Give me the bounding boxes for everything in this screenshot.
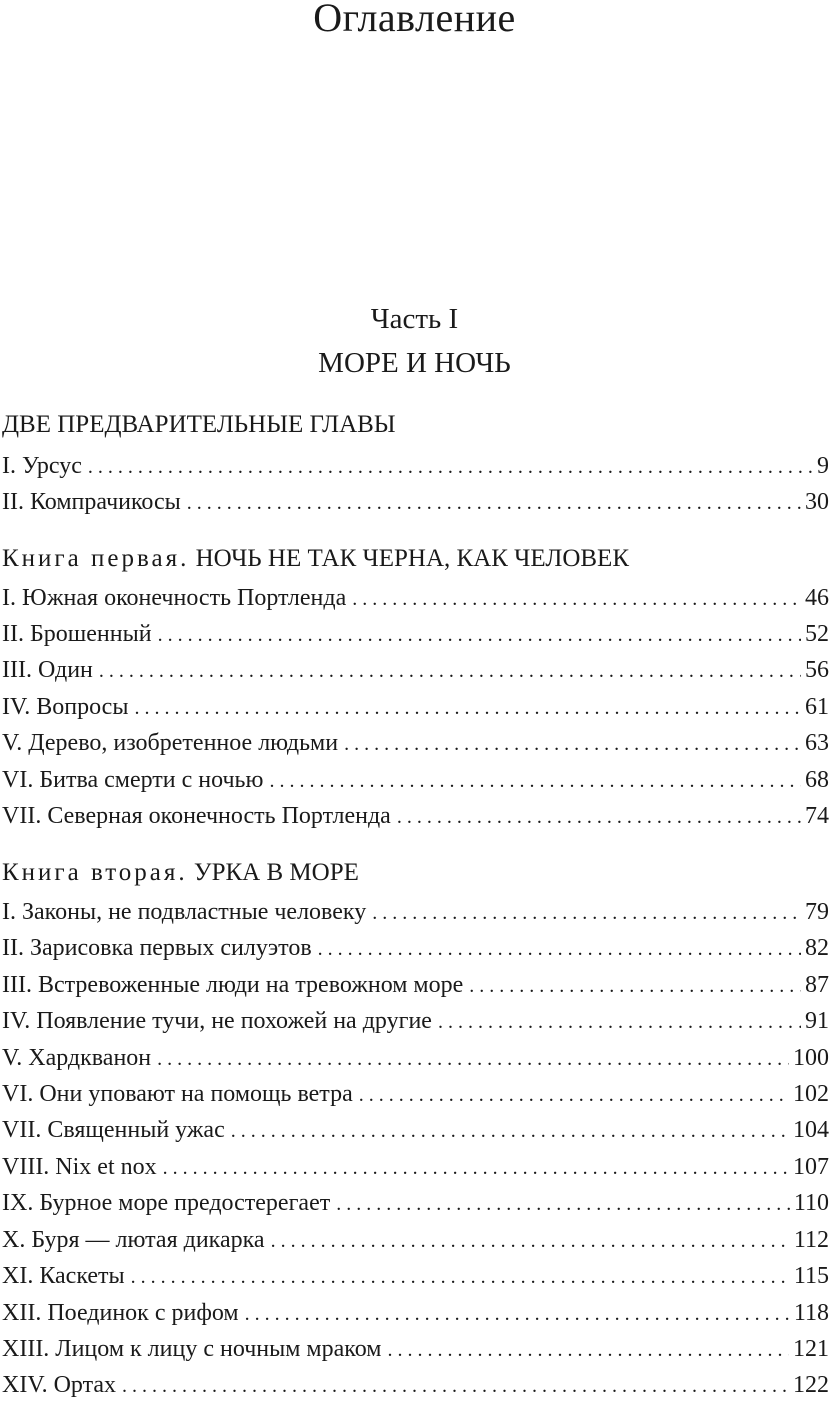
dot-leader (231, 1115, 789, 1147)
dot-leader (187, 487, 801, 519)
toc-entry[interactable] (2, 1114, 829, 1146)
section-heading (2, 544, 829, 574)
part-label: Часть I (370, 303, 459, 335)
toc-entry-page: 52 (805, 621, 829, 647)
section-heading (2, 410, 829, 440)
dot-leader (318, 933, 801, 965)
toc-entry[interactable] (2, 1042, 829, 1074)
toc-entry-title: VIII. Nix et nox (2, 1154, 157, 1180)
toc-entry-title: IX. Бурное море предостерегает (2, 1190, 331, 1216)
toc-entry-page: 102 (793, 1081, 829, 1107)
toc-entry-title: III. Один (2, 657, 93, 683)
toc-entry[interactable] (2, 1151, 829, 1183)
dot-leader (158, 619, 801, 651)
toc-entry-page: 100 (793, 1045, 829, 1071)
toc-entry-title: III. Встревоженные люди на тревожном море (2, 972, 464, 998)
toc-entry-page: 110 (793, 1190, 829, 1216)
toc-entry-title: VII. Священный ужас (2, 1117, 225, 1143)
toc-entry[interactable] (2, 1078, 829, 1110)
toc-entry[interactable] (2, 486, 829, 518)
dot-leader (134, 692, 801, 724)
toc-entry-page: 104 (793, 1117, 829, 1143)
toc-entry-page: 122 (793, 1372, 829, 1398)
toc-entry-page: 107 (793, 1154, 829, 1180)
toc-entry[interactable] (2, 896, 829, 928)
section-heading (2, 858, 829, 888)
dot-leader (99, 655, 801, 687)
toc-entry-page: 63 (805, 730, 829, 756)
toc-entry[interactable] (2, 800, 829, 832)
toc-entry[interactable] (2, 1187, 829, 1219)
toc-entry-title: XIII. Лицом к лицу с ночным мраком (2, 1336, 382, 1362)
toc-entry[interactable] (2, 582, 829, 614)
toc-entry-page: 74 (805, 803, 829, 829)
toc-entry-title: VI. Битва смерти с ночью (2, 767, 264, 793)
toc-entry-title: XII. Поединок с рифом (2, 1300, 239, 1326)
toc-entry-title: IV. Появление тучи, не похожей на другие (2, 1008, 432, 1034)
toc-entry[interactable] (2, 727, 829, 759)
toc-entry-title: I. Южная оконечность Портленда (2, 585, 347, 611)
toc-entry[interactable] (2, 969, 829, 1001)
toc-entry[interactable] (2, 764, 829, 796)
toc-entry[interactable] (2, 691, 829, 723)
dot-leader (336, 1188, 790, 1220)
toc-entry-page: 68 (805, 767, 829, 793)
toc-entry-page: 115 (793, 1263, 829, 1289)
dot-leader (122, 1370, 789, 1402)
dot-leader (397, 801, 801, 833)
book-label: Книга первая. (2, 545, 190, 572)
toc-entry[interactable] (2, 1297, 829, 1329)
toc-entry-title: II. Брошенный (2, 621, 152, 647)
toc-entry[interactable] (2, 618, 829, 650)
toc-entry-page: 112 (793, 1227, 829, 1253)
page-title: Оглавление (313, 0, 516, 40)
dot-leader (469, 970, 801, 1002)
dot-leader (352, 583, 801, 615)
toc-entry[interactable] (2, 654, 829, 686)
toc-entry-page: 79 (805, 899, 829, 925)
toc-entry[interactable] (2, 1224, 829, 1256)
toc-entry-title: I. Законы, не подвластные человеку (2, 899, 367, 925)
dot-leader (387, 1334, 789, 1366)
dot-leader (163, 1152, 789, 1184)
section-heading-text: ДВЕ ПРЕДВАРИТЕЛЬНЫЕ ГЛАВЫ (2, 411, 396, 438)
toc-entry-page: 56 (805, 657, 829, 683)
toc-entry-page: 87 (805, 972, 829, 998)
toc-entry[interactable] (2, 1005, 829, 1037)
toc-entry-page: 118 (793, 1300, 829, 1326)
toc-entry-page: 46 (805, 585, 829, 611)
toc-entry[interactable] (2, 450, 829, 482)
toc-entry-title: IV. Вопросы (2, 694, 129, 720)
section-heading-text: УРКА В МОРЕ (193, 859, 359, 886)
dot-leader (88, 451, 813, 483)
dot-leader (157, 1043, 789, 1075)
toc-entry-page: 91 (805, 1008, 829, 1034)
toc-entry-title: VI. Они уповают на помощь ветра (2, 1081, 353, 1107)
dot-leader (359, 1079, 789, 1111)
dot-leader (271, 1225, 790, 1257)
toc-entry-page: 82 (805, 935, 829, 961)
section-heading-text: НОЧЬ НЕ ТАК ЧЕРНА, КАК ЧЕЛОВЕК (195, 545, 630, 572)
dot-leader (131, 1261, 790, 1293)
toc-entry[interactable] (2, 1369, 829, 1401)
toc-entry-title: I. Урсус (2, 453, 82, 479)
toc-entry-title: VII. Северная оконечность Портленда (2, 803, 391, 829)
dot-leader (269, 765, 801, 797)
book-label: Книга вторая. (2, 859, 188, 886)
toc-entry-title: XIV. Ортах (2, 1372, 117, 1398)
toc-entry-page: 61 (805, 694, 829, 720)
toc-entry-page: 9 (817, 453, 829, 479)
toc-entry-title: II. Компрачикосы (2, 489, 181, 515)
dot-leader (344, 728, 801, 760)
dot-leader (438, 1006, 801, 1038)
toc-entry[interactable] (2, 1260, 829, 1292)
part-title: МОРЕ И НОЧЬ (318, 347, 511, 379)
toc-entry[interactable] (2, 1333, 829, 1365)
toc-entry-title: X. Буря — лютая дикарка (2, 1227, 265, 1253)
toc-entry-title: V. Хардкванон (2, 1045, 152, 1071)
toc-entry-title: II. Зарисовка первых силуэтов (2, 935, 312, 961)
toc-entry-title: V. Дерево, изобретенное людьми (2, 730, 339, 756)
dot-leader (245, 1298, 790, 1330)
toc-entry-page: 121 (793, 1336, 829, 1362)
toc-entry-page: 30 (805, 489, 829, 515)
dot-leader (372, 897, 801, 929)
toc-entry[interactable] (2, 932, 829, 964)
toc-entry-title: XI. Каскеты (2, 1263, 125, 1289)
